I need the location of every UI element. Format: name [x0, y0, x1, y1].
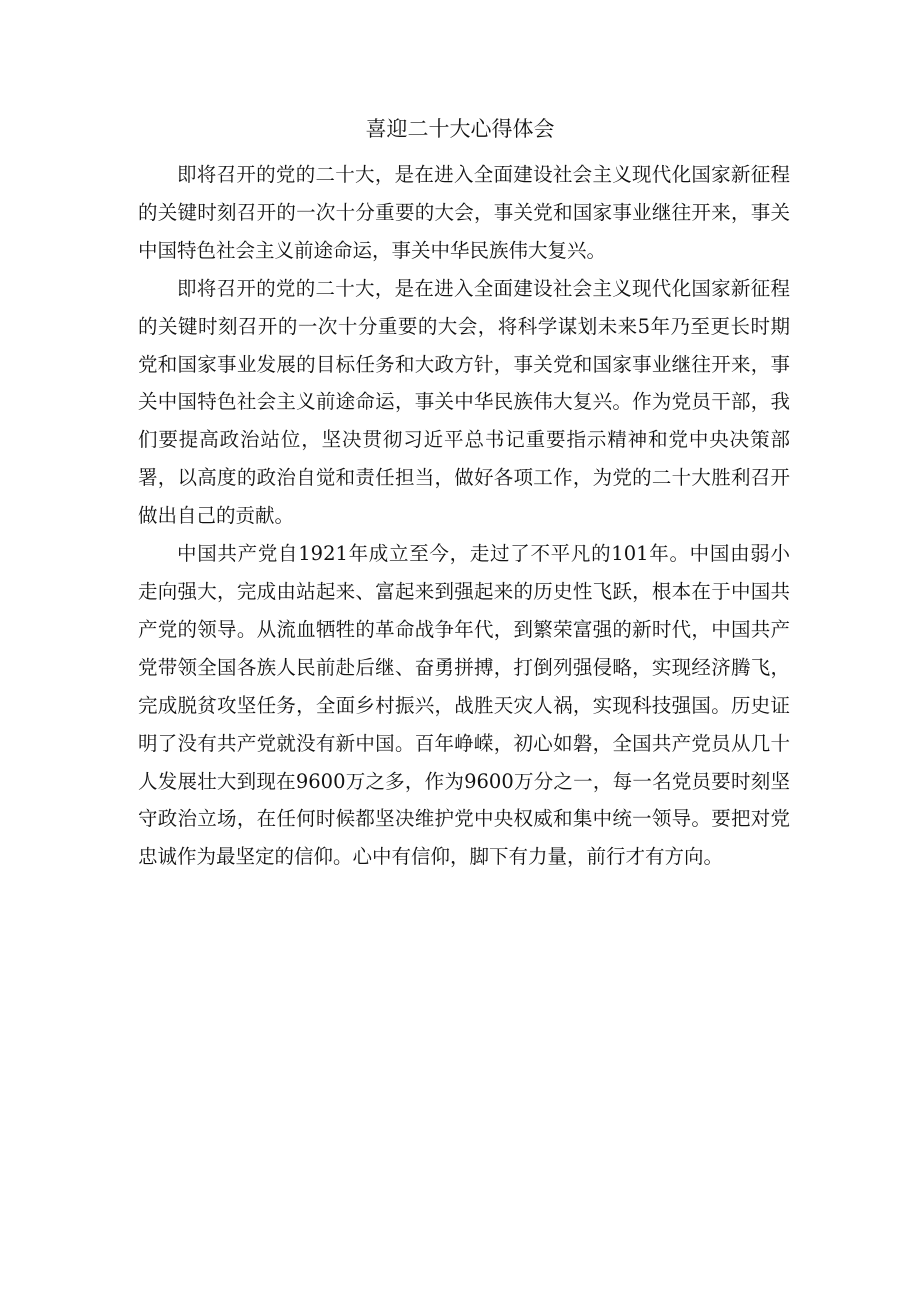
document-body	[138, 156, 790, 876]
document-title: 喜迎二十大心得体会	[365, 117, 555, 141]
paragraph-3: 中国共产党自1921年成立至今，走过了不平凡的101年。中国由弱小走向强大，完成由站起来、富起来到强起来的历史性飞跃，根本在于中国共产党的领导。从流血牺牲的革命战争年代，到繁荣富强的新时代，中国共产党带领全国各族人民前赴后继、奋勇拼搏，打倒列强侵略，实现经济腾飞，完成脱贫攻坚任务，全面乡村振兴，战胜天灾人祸，实现科技强国。历史证明了没有共产党就没有新中国。百年峥嵘，初心如磐，全国共产党员从几十人发展壮大到现在9600万之多，作为9600万分之一，每一名党员要时刻坚守政治立场，在任何时候都坚决维护党中央权威和集中统一领导。要把对党忠诚作为最坚定的信仰。心中有信仰，脚下有力量，前行才有方向。	[138, 542, 790, 869]
paragraph-2: 即将召开的党的二十大，是在进入全面建设社会主义现代化国家新征程的关键时刻召开的一次十分重要的大会，将科学谋划未来5年乃至更长时期党和国家事业发展的目标任务和大政方针，事关党和国家事业继往开来，事关中国特色社会主义前途命运，事关中华民族伟大复兴。作为党员干部，我们要提高政治站位，坚决贯彻习近平总书记重要指示精神和党中央决策部署，以高度的政治自觉和责任担当，做好各项工作，为党的二十大胜利召开做出自己的贡献。	[138, 276, 790, 528]
paragraph-1: 即将召开的党的二十大，是在进入全面建设社会主义现代化国家新征程的关键时刻召开的一次十分重要的大会，事关党和国家事业继往开来，事关中国特色社会主义前途命运，事关中华民族伟大复兴。	[138, 163, 790, 262]
